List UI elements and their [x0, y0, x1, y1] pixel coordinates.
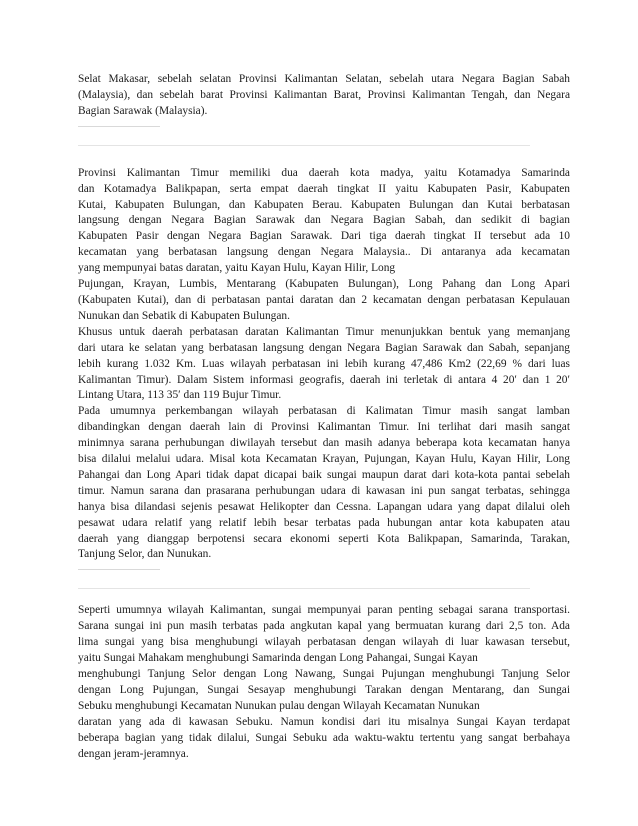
text-line: langsung dengan Negara Bagian Sarawak dan Negara Bagian Sabah, dan sedikit di bagian	[78, 214, 570, 227]
paragraph-1	[78, 72, 570, 120]
text-line: yaitu Sungai Mahakam menghubungi Samarinda dengan Long Pahangai, Sungai Kayan	[78, 652, 478, 665]
text-line: daerah yang dianggap berpotensi secara ekonomi seperti Kota Balikpapan, Samarinda, Tarakan,	[78, 532, 570, 545]
text-line: Lintang Utara, 113 35′ dan 119 Bujur Timur.	[78, 389, 282, 402]
text-line: Pada umumnya perkembangan wilayah perbatasan di Kalimatan Timur masih sangat lamban	[78, 405, 570, 418]
paragraph-2	[78, 166, 570, 325]
text-line: Sebuku menghubungi Kecamatan Nunukan pulau dengan Wilayah Kecamatan Nunukan	[78, 699, 480, 712]
text-line: pesawat udara relatif yang relatif lebih besar terbatas pada hubungan antar kota kabupaten atau	[78, 516, 570, 529]
text-line: Khusus untuk daerah perbatasan daratan Kalimantan Timur menunjukkan bentuk yang memanjang	[78, 325, 570, 338]
text-line: lebih kurang 1.032 Km. Luas wilayah perbatasan ini lebih kurang 47,486 Km2 (22,69 % dari luas	[78, 357, 570, 370]
paragraph-4	[78, 404, 570, 563]
text-line: timur. Namun sarana dan prasarana perhubungan udara di kawasan ini pun sangat terbatas, sehingga	[78, 484, 570, 497]
text-line: kecamatan yang berbatasan langsung dengan Negara Malaysia.. Di antaranya ada kecamatan	[78, 246, 570, 259]
text-line: minimnya sarana perhubungan diwilayah tersebut dan masih adanya beberapa kota kecamatan hanya	[78, 437, 570, 450]
text-line: dibandingkan dengan daerah lain di Provinsi Kalimantan Timur. Ini terlihat dari masih sangat	[78, 421, 570, 434]
text-line: daratan yang ada di kawasan Sebuku. Namun kondisi dari itu misalnya Sungai Kayan terdapat	[78, 715, 570, 728]
text-line: Kalimantan Timur). Dalam Sistem informasi geografis, daerah ini terletak di antara 4 20′ dan 1 20′	[78, 373, 570, 386]
text-line: menghubungi Tanjung Selor dengan Long Nawang, Sungai Pujungan menghubungi Tanjung Selor	[78, 668, 570, 680]
text-line: (Malaysia), dan sebelah barat Provinsi Kalimantan Barat, Provinsi Kalimantan Tengah, dan Negara	[78, 88, 570, 101]
text-line: Seperti umumnya wilayah Kalimantan, sungai mempunyai paran penting sebagai sarana transportasi.	[78, 604, 570, 617]
text-line: Sarana sungai ini pun masih terbatas pada angkutan kapal yang bermuatan kurang dari 2,5 ton. Ada	[78, 620, 570, 633]
text-line: Kutai, Kabupaten Bulungan, dan Kabupaten Berau. Kabupaten Bulungan dan Kutai berbatasan	[78, 198, 570, 211]
text-line: dari utara ke selatan yang berbatasan langsung dengan Negara Bagian Sarawak dan Sabah, sepanjang	[78, 341, 570, 354]
text-line: Provinsi Kalimantan Timur memiliki dua daerah kota madya, yaitu Kotamadya Samarinda	[78, 166, 570, 179]
text-line: (Kabupaten Kutai), dan di perbatasan pantai daratan dan 2 kecamatan dengan perbatasan Kepulauan	[78, 293, 570, 306]
text-line: dengan Long Pujungan, Sungai Sesayap menghubungi Tarakan dengan Mentarang, dan Sungai	[78, 683, 570, 696]
text-line: Pahangai dan Long Apari tidak dapat dicapai baik sungai maupun darat dari kota-kota pantai sebelah	[78, 468, 570, 481]
text-line: Nunukan dan Sebatik di Kabupaten Bulungan.	[78, 309, 290, 322]
text-line: Selat Makasar, sebelah selatan Provinsi Kalimantan Selatan, sebelah utara Negara Bagian Sabah	[78, 73, 570, 85]
text-line: Pujungan, Krayan, Lumbis, Mentarang (Kabupaten Bulungan), Long Pahang dan Long Apari	[78, 278, 570, 291]
text-line: hanya bisa dilandasi sejenis pesawat Helikopter dan Cessna. Lapangan udara yang dapat dilalui oleh	[78, 500, 570, 513]
document-page	[78, 72, 570, 762]
paragraph-5	[78, 603, 570, 762]
text-line: Tanjung Selor, dan Nunukan.	[78, 548, 212, 561]
text-line: yang mempunyai batas daratan, yaitu Kayan Hulu, Kayan Hilir, Long	[78, 262, 396, 275]
text-line: dengan jeram-jeramnya.	[78, 747, 189, 760]
text-line: beberapa bagian yang tidak dilalui, Sungai Sebuku ada waktu-waktu tertentu yang sangat berbahaya	[78, 731, 570, 744]
text-line: dan Kotamadya Balikpapan, serta empat daerah tingkat II yaitu Kabupaten Pasir, Kabupaten	[78, 182, 570, 195]
text-line: lima sungai yang bisa menghubungi wilayah perbatasan dengan wilayah di luar kawasan tersebut,	[78, 636, 570, 649]
text-line: Kabupaten Pasir dengan Negara Bagian Sarawak. Dari tiga daerah tingkat II tersebut ada 10	[78, 230, 570, 243]
text-line: Bagian Sarawak (Malaysia).	[78, 104, 208, 117]
text-line: bisa dilalui melalui udara. Misal kota Kecamatan Krayan, Pujungan, Kayan Hulu, Kayan Hilir, Long	[78, 453, 570, 466]
paragraph-3	[78, 325, 570, 405]
